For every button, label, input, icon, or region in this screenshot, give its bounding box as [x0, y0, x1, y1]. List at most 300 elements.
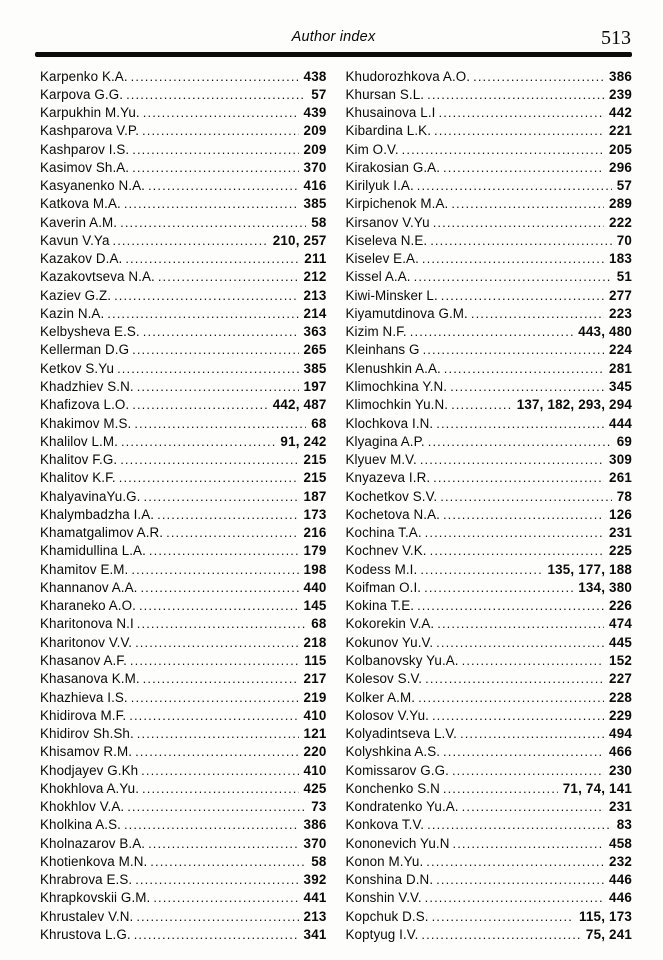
dot-leader [137, 725, 299, 743]
index-entry [346, 743, 633, 761]
dot-leader [124, 816, 299, 834]
author-name: Kazakovtseva N.A. [40, 269, 155, 285]
index-entry [40, 926, 327, 944]
author-name: Kolyadintseva L.V. [345, 726, 457, 742]
page-numbers: 442 [609, 105, 632, 121]
index-entry [346, 798, 633, 816]
dot-leader [402, 141, 604, 159]
index-entry [346, 780, 633, 798]
author-name: Karpova G.G. [40, 86, 124, 102]
index-entry [40, 378, 327, 396]
author-name: Kiselev E.A. [345, 251, 419, 267]
dot-leader [129, 707, 298, 725]
index-entry [40, 469, 327, 487]
page-numbers: 91, 242 [280, 433, 327, 449]
index-entry [346, 68, 633, 86]
dot-leader [433, 469, 604, 487]
index-entry [346, 469, 633, 487]
dot-leader [423, 341, 604, 359]
index-entry [40, 780, 327, 798]
index-entry [346, 670, 633, 688]
index-entry [346, 323, 633, 341]
index-entry [40, 195, 327, 213]
page-numbers: 438 [303, 68, 327, 84]
author-name: Kazin N.A. [40, 305, 105, 321]
dot-leader [432, 707, 604, 725]
page-numbers: 442, 487 [272, 397, 327, 413]
index-entry [40, 433, 327, 451]
page-numbers: 386 [609, 68, 632, 84]
dot-leader [132, 159, 298, 177]
index-entry [346, 689, 633, 707]
index-entry [40, 835, 327, 853]
author-name: Kasimov Sh.A. [40, 159, 130, 175]
author-name: Karpukhin M.Yu. [40, 105, 140, 121]
dot-leader [141, 762, 298, 780]
dot-leader [131, 561, 298, 579]
index-entry [40, 561, 327, 579]
author-name: Klimochkina Y.N. [345, 379, 448, 395]
page-numbers: 137, 182, 293, 294 [516, 397, 632, 413]
author-name: Kolbanovsky Yu.A. [345, 653, 459, 668]
index-entry [40, 159, 327, 177]
index-entry [40, 232, 327, 250]
author-name: Kolker A.M. [345, 689, 416, 705]
author-name: Khusainova L.I [345, 105, 436, 121]
dot-leader [444, 360, 604, 378]
page-numbers: 231 [609, 525, 632, 541]
author-name: Kaziev G.Z. [40, 287, 112, 303]
page-numbers: 83 [616, 817, 632, 833]
page-numbers: 446 [609, 872, 632, 888]
page-numbers: 296 [609, 159, 632, 175]
page-numbers: 209 [303, 123, 327, 139]
page-numbers: 183 [609, 251, 632, 267]
page-numbers: 231 [609, 799, 632, 815]
index-entry [346, 341, 633, 359]
dot-leader [134, 926, 299, 944]
page-numbers: 78 [616, 488, 632, 504]
dot-leader [425, 670, 604, 688]
page-numbers: 214 [303, 305, 327, 321]
index-entry [40, 798, 327, 816]
author-name: Konshina D.N. [345, 872, 434, 888]
page-numbers: 209 [303, 141, 327, 157]
page-numbers: 213 [303, 908, 327, 924]
index-entry [40, 542, 327, 560]
dot-leader [441, 287, 604, 305]
author-name: Konon M.Yu. [345, 853, 424, 869]
index-entry [346, 232, 633, 250]
dot-leader [452, 762, 604, 780]
index-entry [40, 652, 327, 670]
dot-leader [440, 488, 611, 506]
running-title: Author index [291, 29, 376, 45]
page-numbers: 58 [311, 214, 327, 230]
author-name: Kolosov V.Yu. [345, 707, 429, 723]
page-numbers: 229 [609, 707, 632, 723]
index-entry [40, 415, 327, 433]
author-name: Kirilyuk I.A. [345, 178, 414, 194]
author-name: Kellerman D.G [40, 342, 130, 358]
author-name: Khursan S.L. [345, 86, 425, 102]
author-name: Karpenko K.A. [40, 68, 128, 84]
page-numbers: 221 [609, 123, 632, 139]
author-name: Khannanov A.A. [40, 579, 138, 595]
index-entry [346, 360, 633, 378]
author-name: Khakimov M.S. [40, 415, 132, 431]
page-numbers: 230 [609, 762, 632, 778]
page-numbers: 198 [303, 561, 327, 577]
dot-leader [432, 908, 574, 926]
page-numbers: 58 [311, 853, 327, 869]
index-entry [40, 579, 327, 597]
page-numbers: 211 [304, 251, 327, 267]
dot-leader [121, 433, 275, 451]
page-numbers: 212 [303, 269, 327, 285]
page-numbers: 152 [609, 653, 632, 668]
page-numbers: 228 [609, 689, 632, 705]
dot-leader [426, 853, 604, 871]
index-entry [346, 597, 633, 615]
dot-leader [433, 214, 604, 232]
dot-leader [421, 926, 581, 944]
author-name: Khasanova K.M. [40, 671, 140, 687]
dot-leader [137, 378, 299, 396]
index-entry [40, 689, 327, 707]
dot-leader [142, 122, 299, 140]
index-entry [40, 341, 327, 359]
index-entry [346, 451, 633, 469]
index-column-right [346, 68, 633, 945]
dot-leader [158, 268, 299, 286]
page-numbers: 187 [303, 488, 327, 504]
dot-leader [148, 177, 299, 195]
author-name: Kazakov D.A. [40, 251, 123, 267]
page-numbers: 70 [616, 232, 632, 248]
dot-leader [149, 542, 299, 560]
index-entry [40, 141, 327, 159]
dot-leader [142, 780, 299, 798]
page-numbers: 51 [616, 269, 632, 285]
page-numbers: 223 [609, 305, 632, 321]
index-entry [346, 214, 633, 232]
author-name: Kashparova V.P. [40, 123, 140, 139]
author-name: Kochetkov S.V. [345, 488, 438, 504]
dot-leader [113, 232, 268, 250]
author-name: Kopchuk D.S. [345, 908, 429, 924]
page-numbers: 289 [609, 196, 632, 212]
index-entry [346, 634, 633, 652]
page-number: 513 [601, 27, 631, 49]
page-numbers: 68 [311, 616, 327, 632]
page-numbers: 341 [303, 926, 327, 942]
author-name: Khidirov Sh.Sh. [40, 726, 134, 742]
dot-leader [453, 835, 605, 853]
index-column-left [40, 68, 327, 945]
page-numbers: 71, 74, 141 [562, 780, 632, 796]
page-numbers: 445 [609, 634, 632, 650]
index-entry [346, 305, 633, 323]
page-numbers: 68 [311, 415, 327, 431]
dot-leader [131, 689, 299, 707]
dot-leader [443, 780, 558, 798]
author-name: KhalyavinaYu.G. [40, 488, 141, 504]
page-numbers: 219 [303, 689, 327, 705]
index-entry [346, 762, 633, 780]
dot-leader [132, 141, 298, 159]
dot-leader [143, 670, 299, 688]
author-name: Khadzhiev S.N. [40, 379, 134, 395]
page-numbers: 232 [609, 853, 632, 869]
index-entry [346, 542, 633, 560]
index-entry [346, 122, 633, 140]
page-numbers: 370 [303, 835, 327, 851]
index-entry [40, 104, 327, 122]
index-entry [40, 214, 327, 232]
page-numbers: 277 [609, 287, 632, 303]
page-numbers: 213 [303, 287, 327, 303]
page-numbers: 217 [303, 671, 327, 687]
page-numbers: 69 [616, 433, 632, 449]
author-name: Khalitov F.G. [40, 452, 118, 468]
index-entry [346, 561, 633, 579]
author-name: Kleinhans G [345, 342, 420, 358]
page-numbers: 210, 257 [272, 232, 327, 248]
page-numbers: 57 [311, 86, 327, 102]
dot-leader [425, 889, 604, 907]
author-name: Kirpichenok M.A. [345, 196, 449, 212]
index-entry [40, 250, 327, 268]
index-entry [40, 177, 327, 195]
author-name: Konkova T.V. [345, 817, 425, 833]
index-entry [40, 908, 327, 926]
page-numbers: 281 [609, 360, 632, 376]
page-numbers: 173 [303, 506, 327, 522]
page-numbers: 474 [609, 616, 632, 632]
page-numbers: 425 [303, 780, 327, 796]
page-numbers: 458 [609, 835, 632, 851]
page-numbers: 444 [609, 415, 632, 431]
author-name: Khalitov K.F. [40, 470, 116, 486]
dot-leader [471, 305, 604, 323]
dot-leader [420, 561, 542, 579]
index-entry [346, 816, 633, 834]
dot-leader [443, 743, 604, 761]
page-numbers: 135, 177, 188 [547, 561, 632, 577]
author-name: Kononevich Yu.N [345, 835, 450, 851]
dot-leader [437, 615, 604, 633]
dot-leader [120, 451, 298, 469]
author-name: Kizim N.F. [345, 324, 407, 340]
dot-leader [131, 68, 299, 86]
index-entry [40, 634, 327, 652]
dot-leader [157, 506, 298, 524]
dot-leader [136, 908, 298, 926]
author-name: Khrustalev V.N. [40, 908, 134, 924]
page-numbers: 370 [303, 159, 327, 175]
dot-leader [114, 287, 298, 305]
dot-leader [134, 415, 306, 433]
author-name: Kodess M.I. [345, 561, 418, 577]
dot-leader [430, 542, 604, 560]
author-name: Khokhlov V.A. [40, 799, 125, 815]
dot-leader [418, 689, 604, 707]
index-entry [40, 889, 327, 907]
page-numbers: 126 [609, 506, 632, 522]
author-name: Khodjayev G.Kh [40, 762, 139, 778]
dot-leader [439, 104, 605, 122]
dot-leader [135, 634, 298, 652]
dot-leader [144, 488, 299, 506]
author-name: Khisamov R.M. [40, 744, 133, 760]
dot-leader [430, 232, 612, 250]
index-entry [40, 268, 327, 286]
author-name: Khasanov A.F. [40, 653, 127, 668]
dot-leader [436, 634, 604, 652]
page-numbers: 363 [303, 324, 327, 340]
index-entry [40, 597, 327, 615]
index-entry [40, 670, 327, 688]
author-name: Kochina T.A. [345, 525, 422, 541]
author-name: Kholkina A.S. [40, 817, 121, 833]
page-numbers: 226 [609, 598, 632, 614]
dot-leader [422, 250, 604, 268]
index-entry [346, 908, 633, 926]
index-entry [346, 853, 633, 871]
index-entry [40, 323, 327, 341]
index-entry [40, 451, 327, 469]
author-name: Klenushkin A.A. [345, 360, 441, 376]
page-numbers: 309 [609, 452, 632, 468]
index-entry [40, 506, 327, 524]
dot-leader [462, 652, 604, 670]
author-name: Katkova M.A. [40, 196, 121, 212]
index-entry [40, 762, 327, 780]
index-entry [346, 378, 633, 396]
author-name: Klyuev M.V. [345, 452, 417, 468]
dot-leader [124, 195, 299, 213]
index-entry [40, 524, 327, 542]
index-entry [346, 177, 633, 195]
dot-leader [425, 524, 604, 542]
index-entry [346, 268, 633, 286]
page-numbers: 179 [303, 543, 327, 559]
index-entry [40, 305, 327, 323]
author-name: Kirakosian G.A. [345, 159, 441, 175]
author-name: Kolesov S.V. [345, 671, 423, 687]
author-name: Kokina T.E. [345, 598, 415, 614]
page-numbers: 220 [303, 744, 327, 760]
author-name: Konchenko S.N [345, 780, 440, 796]
author-name: Kashparov I.S. [40, 141, 130, 157]
dot-leader [417, 597, 604, 615]
index-entry [40, 743, 327, 761]
dot-leader [166, 524, 298, 542]
dot-leader [410, 323, 574, 341]
index-entry [346, 159, 633, 177]
author-name: Kiwi-Minsker L. [345, 287, 438, 303]
author-name: Kharaneko A.O. [40, 598, 136, 614]
author-name: Ketkov S.Yu [40, 360, 115, 376]
dot-leader [135, 743, 298, 761]
dot-leader [414, 268, 612, 286]
page-numbers: 265 [303, 342, 327, 358]
dot-leader [427, 86, 604, 104]
page-numbers: 115, 173 [579, 908, 632, 924]
page-numbers: 121 [303, 726, 327, 742]
page-header [35, 14, 632, 48]
page-numbers: 385 [303, 360, 327, 376]
page-numbers: 443, 480 [578, 324, 632, 340]
page-numbers: 225 [609, 543, 632, 559]
author-name: Kissel A.A. [345, 269, 411, 285]
dot-leader [120, 214, 306, 232]
dot-leader [420, 451, 604, 469]
dot-leader [460, 725, 604, 743]
dot-leader [450, 378, 604, 396]
index-entry [40, 725, 327, 743]
author-name: Khokhlova A.Yu. [40, 780, 140, 796]
page-numbers: 392 [303, 872, 327, 888]
author-name: Khalymbadzha I.A. [40, 506, 155, 522]
author-name: Kokorekin V.A. [345, 616, 435, 632]
page-numbers: 494 [609, 726, 632, 742]
author-name: Kolyshkina A.S. [345, 744, 441, 760]
page-numbers: 218 [303, 634, 327, 650]
index-entry [346, 195, 633, 213]
page-numbers: 410 [303, 707, 327, 723]
index-entry [346, 615, 633, 633]
author-name: Khamidullina L.A. [40, 543, 146, 559]
index-columns [40, 68, 632, 945]
dot-leader [436, 871, 604, 889]
author-name: Kharitonov V.V. [40, 634, 133, 650]
dot-leader [150, 853, 306, 871]
index-entry [346, 141, 633, 159]
author-name: Kelbysheva E.S. [40, 324, 140, 340]
author-name: Klimochkin Yu.N. [345, 397, 449, 413]
dot-leader [434, 122, 604, 140]
author-name: Kiyamutdinova G.M. [345, 305, 468, 321]
index-entry [40, 615, 327, 633]
author-name: Khotienkova M.N. [40, 853, 148, 869]
page-numbers: 416 [303, 178, 327, 194]
index-entry [346, 415, 633, 433]
author-name: Khudorozhkova A.O. [345, 68, 471, 84]
index-entry [346, 250, 633, 268]
page-numbers: 115 [304, 653, 327, 668]
page-numbers: 239 [609, 86, 632, 102]
page-numbers: 466 [609, 744, 632, 760]
page-numbers: 134, 380 [578, 579, 632, 595]
author-name: Kokunov Yu.V. [345, 634, 434, 650]
dot-leader [424, 579, 573, 597]
dot-leader [443, 159, 604, 177]
page-numbers: 197 [303, 379, 327, 395]
author-name: Kochnev V.K. [345, 543, 427, 559]
index-entry [40, 360, 327, 378]
index-entry [346, 652, 633, 670]
dot-leader [417, 177, 612, 195]
index-entry [346, 926, 633, 944]
author-name: Knyazeva I.R. [345, 470, 431, 486]
author-name: Kochetova N.A. [345, 506, 440, 522]
dot-leader [462, 798, 604, 816]
dot-leader [130, 652, 299, 670]
index-entry [346, 871, 633, 889]
dot-leader [427, 816, 612, 834]
